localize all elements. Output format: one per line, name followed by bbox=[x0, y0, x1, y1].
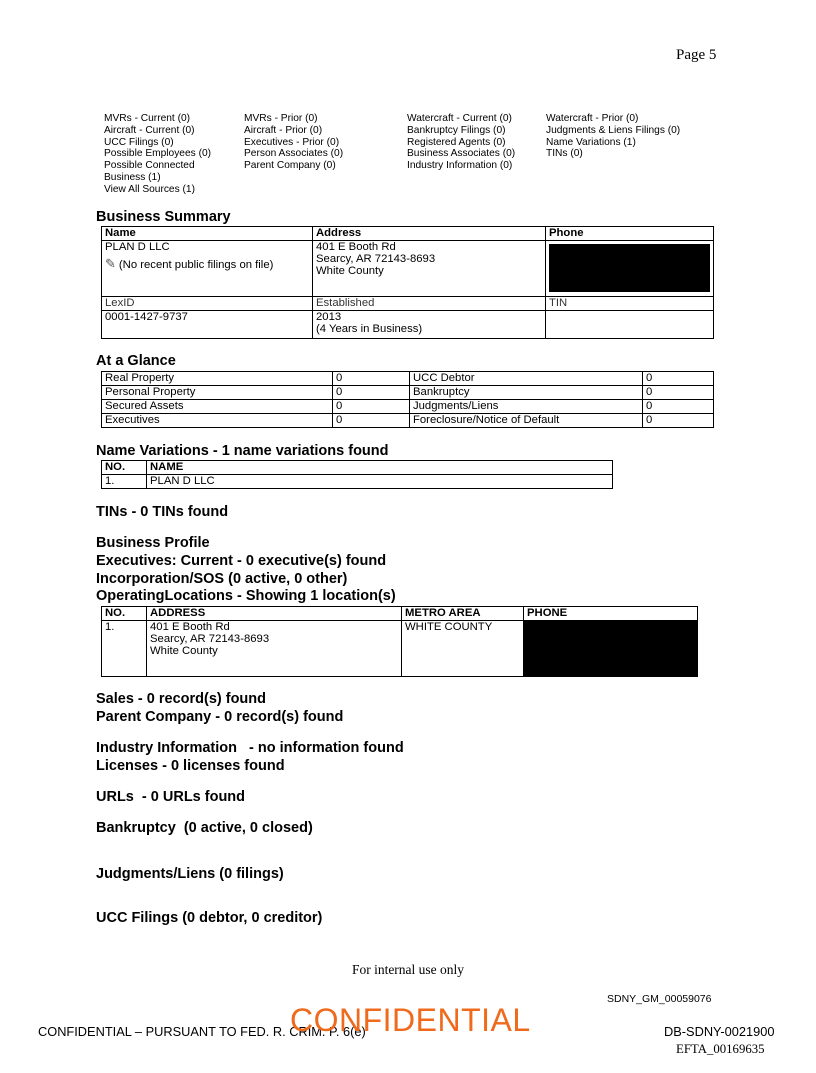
parent-company-title: Parent Company - 0 record(s) found bbox=[96, 709, 344, 725]
source-link[interactable]: Registered Agents (0) bbox=[407, 136, 506, 148]
address-line: Searcy, AR 72143-8693 bbox=[150, 633, 270, 645]
at-a-glance-title: At a Glance bbox=[96, 353, 176, 369]
name-variations-table bbox=[101, 460, 613, 489]
location-phone-redaction bbox=[524, 621, 698, 677]
glance-value: 0 bbox=[333, 372, 410, 386]
sources-column-1 bbox=[104, 113, 211, 196]
source-link[interactable]: Bankruptcy Filings (0) bbox=[407, 124, 506, 136]
source-link[interactable]: MVRs - Prior (0) bbox=[244, 113, 318, 124]
confidential-stamp: CONFIDENTIAL bbox=[290, 1002, 531, 1038]
source-link[interactable]: Possible Employees (0) bbox=[104, 148, 212, 160]
source-link[interactable]: MVRs - Current (0) bbox=[104, 113, 191, 124]
source-link[interactable]: TINs (0) bbox=[546, 148, 583, 160]
at-a-glance-table bbox=[101, 371, 714, 428]
address-line: White County bbox=[316, 265, 384, 277]
glance-value: 0 bbox=[643, 414, 714, 428]
glance-label: Foreclosure/Notice of Default bbox=[410, 414, 643, 428]
tins-title: TINs - 0 TINs found bbox=[96, 504, 229, 520]
table-row bbox=[102, 475, 613, 489]
established-year: 2013 bbox=[316, 311, 342, 323]
glance-value: 0 bbox=[643, 386, 714, 400]
incorporation-title: Incorporation/SOS (0 active, 0 other) bbox=[96, 571, 348, 587]
sales-title: Sales - 0 record(s) found bbox=[96, 691, 267, 707]
lexid-label: LexID bbox=[102, 297, 313, 311]
source-link[interactable]: Aircraft - Current (0) bbox=[104, 124, 195, 136]
filings-note-row bbox=[105, 256, 309, 272]
source-link[interactable]: Executives - Prior (0) bbox=[244, 136, 340, 148]
header-metro: METRO AREA bbox=[402, 607, 524, 621]
sources-column-3 bbox=[407, 113, 515, 172]
header-no: NO. bbox=[102, 461, 147, 475]
judgments-title: Judgments/Liens (0 filings) bbox=[96, 866, 284, 882]
table-row bbox=[102, 386, 714, 400]
urls-title: URLs - 0 URLs found bbox=[96, 789, 246, 805]
business-address-cell bbox=[313, 241, 546, 297]
address-line: White County bbox=[150, 645, 218, 657]
glance-value: 0 bbox=[333, 414, 410, 428]
locations-table bbox=[101, 606, 698, 677]
location-metro: WHITE COUNTY bbox=[402, 621, 524, 677]
ucc-title: UCC Filings (0 debtor, 0 creditor) bbox=[96, 910, 323, 926]
phone-redaction bbox=[549, 244, 710, 292]
table-row bbox=[102, 621, 698, 677]
glance-value: 0 bbox=[643, 400, 714, 414]
address-line: Searcy, AR 72143-8693 bbox=[316, 253, 436, 265]
source-link[interactable]: Watercraft - Prior (0) bbox=[546, 113, 639, 124]
business-name-cell bbox=[102, 241, 313, 297]
source-link[interactable]: Business (1) bbox=[104, 171, 161, 183]
business-profile-title: Business Profile bbox=[96, 535, 210, 551]
source-link[interactable]: Person Associates (0) bbox=[244, 148, 344, 160]
bates-db: DB-SDNY-0021900 bbox=[664, 1024, 775, 1039]
glance-label: Executives bbox=[102, 414, 333, 428]
row-name: PLAN D LLC bbox=[147, 475, 613, 489]
header-address: Address bbox=[313, 227, 546, 241]
glance-label: Personal Property bbox=[102, 386, 333, 400]
table-row bbox=[102, 372, 714, 386]
industry-info-title: Industry Information - no information found bbox=[96, 740, 404, 756]
tin-label: TIN bbox=[546, 297, 714, 311]
row-no: 1. bbox=[102, 475, 147, 489]
established-label: Established bbox=[313, 297, 546, 311]
table-row bbox=[102, 400, 714, 414]
header-name: Name bbox=[102, 227, 313, 241]
name-variations-title: Name Variations - 1 name variations found bbox=[96, 443, 389, 459]
source-link[interactable]: Aircraft - Prior (0) bbox=[244, 124, 323, 136]
executives-title: Executives: Current - 0 executive(s) found bbox=[96, 553, 387, 569]
glance-value: 0 bbox=[333, 386, 410, 400]
established-cell bbox=[313, 311, 546, 339]
table-row bbox=[102, 414, 714, 428]
glance-value: 0 bbox=[643, 372, 714, 386]
header-phone: PHONE bbox=[524, 607, 698, 621]
pencil-icon: ✎ bbox=[105, 256, 116, 271]
bates-sdny: SDNY_GM_00059076 bbox=[607, 993, 712, 1005]
source-link[interactable]: Business Associates (0) bbox=[407, 148, 516, 160]
address-line: 401 E Booth Rd bbox=[316, 241, 396, 253]
business-name: PLAN D LLC bbox=[105, 241, 170, 253]
header-no: NO. bbox=[102, 607, 147, 621]
source-link[interactable]: UCC Filings (0) bbox=[104, 136, 174, 148]
business-summary-title: Business Summary bbox=[96, 209, 231, 225]
glance-label: Bankruptcy bbox=[410, 386, 643, 400]
internal-use-note: For internal use only bbox=[351, 962, 465, 977]
header-phone: Phone bbox=[546, 227, 714, 241]
source-link[interactable]: Judgments & Liens Filings (0) bbox=[546, 124, 681, 136]
header-name: NAME bbox=[147, 461, 613, 475]
lexid-value: 0001-1427-9737 bbox=[102, 311, 313, 339]
source-link[interactable]: Name Variations (1) bbox=[546, 136, 636, 148]
location-address bbox=[147, 621, 402, 677]
glance-label: Judgments/Liens bbox=[410, 400, 643, 414]
business-summary-table bbox=[101, 226, 714, 339]
licenses-title: Licenses - 0 licenses found bbox=[96, 758, 285, 774]
source-link[interactable]: Watercraft - Current (0) bbox=[407, 113, 512, 124]
efta-number: EFTA_00169635 bbox=[676, 1042, 765, 1056]
sources-column-4 bbox=[546, 113, 680, 160]
address-line: 401 E Booth Rd bbox=[150, 621, 230, 633]
source-link[interactable]: Possible Connected bbox=[104, 160, 195, 172]
bankruptcy-title: Bankruptcy (0 active, 0 closed) bbox=[96, 820, 313, 836]
source-link[interactable]: Parent Company (0) bbox=[244, 160, 336, 172]
source-link[interactable]: View All Sources (1) bbox=[104, 183, 195, 195]
source-link[interactable]: Industry Information (0) bbox=[407, 160, 513, 172]
tin-value bbox=[546, 311, 714, 339]
location-no: 1. bbox=[102, 621, 147, 677]
page-number: Page 5 bbox=[676, 47, 717, 63]
header-address: ADDRESS bbox=[147, 607, 402, 621]
years-in-business: (4 Years in Business) bbox=[316, 323, 423, 335]
glance-label: UCC Debtor bbox=[410, 372, 643, 386]
glance-label: Secured Assets bbox=[102, 400, 333, 414]
confidential-notice: CONFIDENTIAL – PURSUANT TO FED. R. CRIM. P. 6(e) bbox=[38, 1024, 366, 1039]
phone-cell bbox=[546, 241, 714, 297]
sources-column-2 bbox=[244, 113, 343, 172]
glance-label: Real Property bbox=[102, 372, 333, 386]
filings-note: (No recent public filings on file) bbox=[118, 259, 274, 271]
operating-locations-title: OperatingLocations - Showing 1 location(s) bbox=[96, 588, 396, 604]
glance-value: 0 bbox=[333, 400, 410, 414]
